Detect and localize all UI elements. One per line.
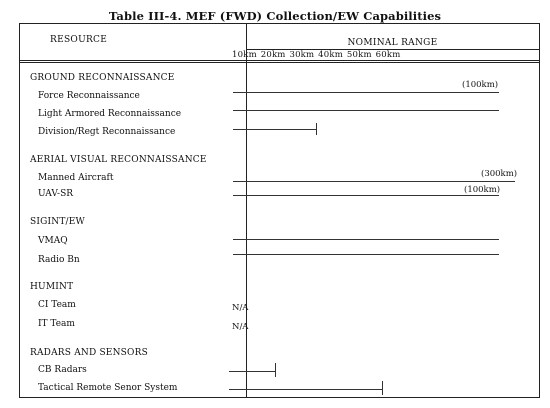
section-humint: HUMINT <box>30 282 74 292</box>
header-rule-thin <box>20 62 539 63</box>
tactical-remote-sensor-range-bar <box>229 389 382 390</box>
ci-team-na: N/A <box>232 303 249 313</box>
light-armored-recon-range-bar <box>233 110 499 111</box>
force-recon-range-bar <box>233 92 499 93</box>
force-recon-range-label: (100km) <box>462 80 499 90</box>
uav-sr-range-label: (100km) <box>464 185 501 195</box>
row-force-reconnaissance: Force Reconnaissance <box>38 91 140 101</box>
range-tick-labels: 10km 20km 30km 40km 50km 60km <box>232 50 401 60</box>
row-cb-radars: CB Radars <box>38 365 87 375</box>
row-vmaq: VMAQ <box>38 236 68 246</box>
uav-sr-range-bar <box>233 195 499 196</box>
row-ci-team: CI Team <box>38 300 76 310</box>
capabilities-table <box>19 23 540 398</box>
section-radars-and-sensors: RADARS AND SENSORS <box>30 348 148 358</box>
row-tactical-remote-sensor-system: Tactical Remote Senor System <box>38 383 178 393</box>
row-manned-aircraft: Manned Aircraft <box>38 173 114 183</box>
manned-aircraft-range-label: (300km) <box>481 169 518 179</box>
resource-column-header: RESOURCE <box>50 35 108 45</box>
manned-aircraft-range-bar <box>233 181 515 182</box>
div-regt-recon-range-bar <box>233 129 316 130</box>
section-ground-reconnaissance: GROUND RECONNAISSANCE <box>30 73 175 83</box>
it-team-na: N/A <box>232 322 249 332</box>
cb-radars-range-endcap <box>275 363 276 377</box>
row-division-regt-reconnaissance: Division/Regt Reconnaissance <box>38 127 176 137</box>
table-title: Table III-4. MEF (FWD) Collection/EW Capabilities <box>108 9 442 23</box>
vmaq-range-bar <box>233 239 499 240</box>
tactical-remote-sensor-range-endcap <box>382 381 383 395</box>
div-regt-recon-range-endcap <box>316 123 317 135</box>
section-aerial-visual-reconnaissance: AERIAL VISUAL RECONNAISSANCE <box>30 155 207 165</box>
row-it-team: IT Team <box>38 319 75 329</box>
row-light-armored-reconnaissance: Light Armored Reconnaissance <box>38 109 182 119</box>
radio-bn-range-bar <box>233 254 499 255</box>
cb-radars-range-bar <box>229 371 275 372</box>
nominal-range-column-header: NOMINAL RANGE <box>347 38 438 48</box>
header-rule <box>20 60 539 61</box>
row-radio-bn: Radio Bn <box>38 255 80 265</box>
row-uav-sr: UAV-SR <box>38 189 74 199</box>
section-sigint-ew: SIGINT/EW <box>30 217 85 227</box>
column-divider <box>246 24 247 397</box>
